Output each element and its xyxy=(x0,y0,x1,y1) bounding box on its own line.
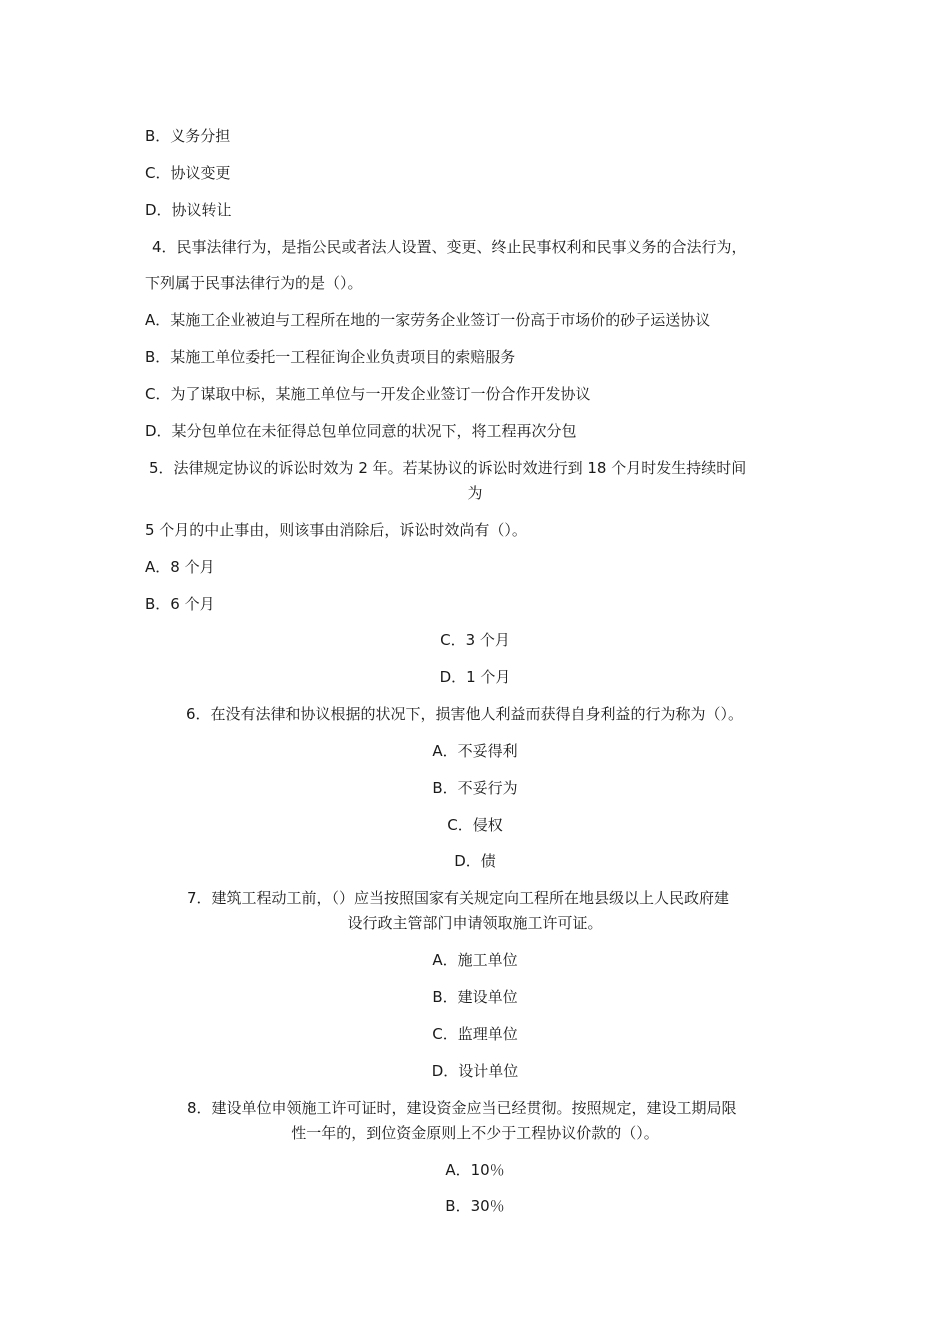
q5-stem-line2: 5 个月的中止事由，则该事由消除后，诉讼时效尚有（）。 xyxy=(145,521,527,539)
q5-option-c: C．3 个月 xyxy=(440,631,510,649)
q4-option-a: A．某施工企业被迫与工程所在地的一家劳务企业签订一份高于市场价的砂子运送协议 xyxy=(145,311,711,329)
q8-stem-line2: 性一年的，到位资金原则上不少于工程协议价款的（）。 xyxy=(291,1124,659,1142)
q6-option-d: D．债 xyxy=(454,852,496,870)
q6-stem: 6．在没有法律和协议根据的状况下，损害他人利益而获得自身利益的行为称为（）。 xyxy=(186,705,744,723)
q4-option-d: D．某分包单位在未征得总包单位同意的状况下，将工程再次分包 xyxy=(145,422,577,440)
q7-option-b: B．建设单位 xyxy=(432,988,518,1006)
q3-option-b: B．义务分担 xyxy=(145,127,231,145)
q3-option-c: C．协议变更 xyxy=(145,164,231,182)
q6-option-a: A．不妥得利 xyxy=(432,742,518,760)
q7-stem-line1: 7．建筑工程动工前，（）应当按照国家有关规定向工程所在地县级以上人民政府建 xyxy=(187,889,730,907)
q4-stem-line2: 下列属于民事法律行为的是（）。 xyxy=(145,274,363,292)
q4-option-c: C．为了谋取中标，某施工单位与一开发企业签订一份合作开发协议 xyxy=(145,385,591,403)
q6-option-c: C．侵权 xyxy=(447,816,503,834)
q7-option-d: D．设计单位 xyxy=(431,1062,519,1080)
q4-stem-line1: 4．民事法律行为，是指公民或者法人设置、变更、终止民事权利和民事义务的合法行为， xyxy=(152,238,747,256)
q5-option-a: A．8 个月 xyxy=(145,558,215,576)
q3-option-d: D．协议转让 xyxy=(145,201,232,219)
q5-option-b: B．6 个月 xyxy=(145,595,215,613)
q7-option-c: C．监理单位 xyxy=(432,1025,518,1043)
q6-option-b: B．不妥行为 xyxy=(432,779,518,797)
q8-stem-line1: 8．建设单位申领施工许可证时，建设资金应当已经贯彻。按照规定，建设工期局限 xyxy=(187,1099,737,1117)
q8-option-a: A．10％ xyxy=(445,1161,505,1179)
q5-option-d: D．1 个月 xyxy=(439,668,511,686)
q4-option-b: B．某施工单位委托一工程征询企业负责项目的索赔服务 xyxy=(145,348,516,366)
q8-option-b: B．30％ xyxy=(445,1197,505,1215)
q7-option-a: A．施工单位 xyxy=(432,951,518,969)
q5-stem-line1-wrap: 为 xyxy=(467,484,483,502)
q7-stem-line2: 设行政主管部门申请领取施工许可证。 xyxy=(347,914,603,932)
q5-stem-line1: 5．法律规定协议的诉讼时效为 2 年。若某协议的诉讼时效进行到 18 个月时发生持续时间 xyxy=(149,459,747,477)
